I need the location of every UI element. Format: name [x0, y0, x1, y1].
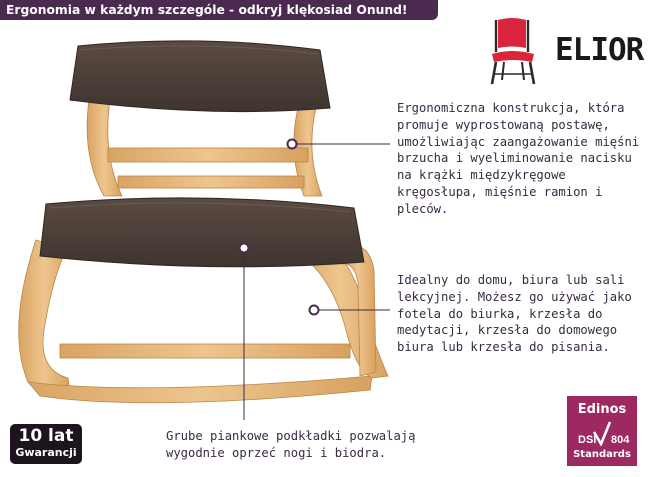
certificate-badge — [567, 396, 637, 466]
certificate-number: 804 — [611, 434, 630, 446]
warranty-badge — [10, 424, 82, 464]
certificate-standards: Standards — [573, 449, 631, 460]
certificate-name: Edinos — [577, 402, 627, 417]
annotation-padding: Grube piankowe podkładki pozwalają wygodnie oprzeć nogi i biodra. — [166, 429, 416, 460]
certificate-dsi: DSI — [578, 434, 597, 446]
headline-banner: Ergonomia w każdym szczególe - odkryj klękosiad Onund! — [0, 0, 438, 20]
warranty-years: 10 lat — [18, 426, 74, 446]
brand-name: ELIOR — [555, 32, 644, 68]
kneeling-chair-illustration — [0, 20, 420, 420]
annotation-ergonomics: Ergonomiczna konstrukcja, która promuje wyprostowaną postawę, umożliwiając zaangażowanie mięśni brzucha i wyeliminowanie nacisku na krążki międzykręgowe kręgosłupa, mięśnie ramion i pleców. — [397, 101, 640, 216]
warranty-label: Gwarancji — [15, 446, 77, 459]
annotation-usage: Idealny do domu, biura lub sali lekcyjnej. Możesz go używać jako fotela do biurka, krzesła do medytacji, krzesła do domowego biura lub krzesła do pisania. — [397, 273, 632, 355]
